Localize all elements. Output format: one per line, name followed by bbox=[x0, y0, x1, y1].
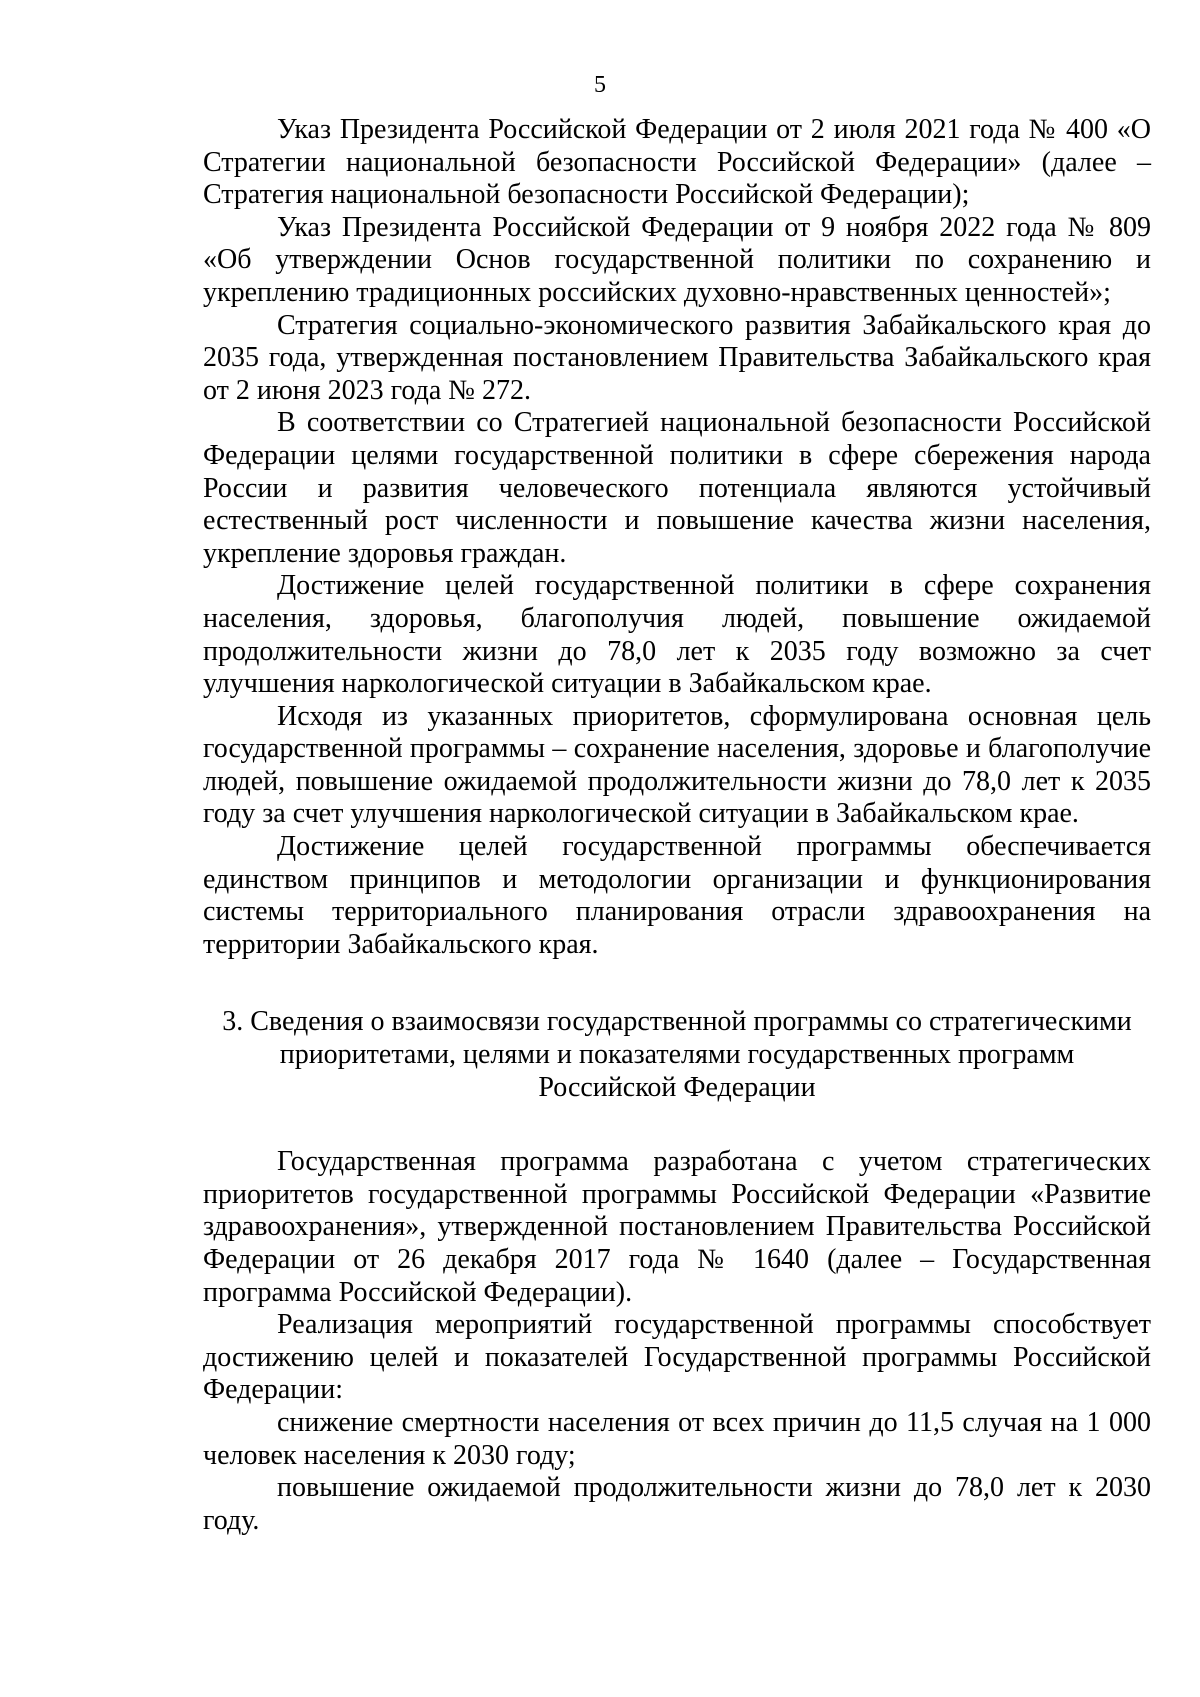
section-heading-line-2: приоритетами, целями и показателями государственных программ bbox=[279, 1039, 1075, 1071]
paragraph-national-security-goals: В соответствии со Стратегией национальной безопасности Российской Федерации целями государственной политики в сфере сбережения народа России и развития человеческого потенциала являются устойчивый естественный рост численности и повышение качества жизни населения, укрепление здоровья граждан. bbox=[203, 407, 1151, 569]
paragraph-regional-strategy: Стратегия социально-экономического развития Забайкальского края до 2035 года, утвержденная постановлением Правительства Забайкальского края от 2 июня 2023 года № 272. bbox=[203, 309, 1151, 406]
paragraph-mortality-target: снижение смертности населения от всех причин до 11,5 случая на 1 000 человек населения к 2030 году; bbox=[203, 1406, 1151, 1471]
page-number: 5 bbox=[594, 72, 606, 98]
paragraph-decree-400: Указ Президента Российской Федерации от 2 июля 2021 года № 400 «О Стратегии национальной безопасности Российской Федерации» (далее – Стратегия национальной безопасности Российской Федерации); bbox=[203, 114, 1151, 211]
paragraph-program-goal: Исходя из указанных приоритетов, сформулирована основная цель государственной программы – сохранение населения, здоровье и благополучие людей, повышение ожидаемой продолжительности жизни до 78,0 лет к 2035 году за счет улучшения наркологической ситуации в Забайкальском крае. bbox=[203, 700, 1151, 830]
paragraph-policy-achievement: Достижение целей государственной политики в сфере сохранения населения, здоровья, благополучия людей, повышение ожидаемой продолжительности жизни до 78,0 лет к 2035 году возможно за счет улучшения наркологической ситуации в Забайкальском крае. bbox=[203, 570, 1151, 700]
section-heading bbox=[203, 1006, 1151, 1104]
paragraph-federal-program: Государственная программа разработана с учетом стратегических приоритетов государственной программы Российской Федерации «Развитие здравоохранения», утвержденной постановлением Правительства Российской Федерации от 26 декабря 2017 года № 1640 (далее – Государственная программа Российской Федерации). bbox=[203, 1146, 1151, 1308]
document-body bbox=[203, 114, 1151, 1537]
paragraph-program-principles: Достижение целей государственной программы обеспечивается единством принципов и методологии организации и функционирования системы территориального планирования отрасли здравоохранения на территории Забайкальского края. bbox=[203, 831, 1151, 960]
section-heading-line-3: Российской Федерации bbox=[538, 1071, 816, 1103]
paragraph-life-expectancy-target: повышение ожидаемой продолжительности жизни до 78,0 лет к 2030 году. bbox=[203, 1472, 1151, 1536]
paragraph-decree-809: Указ Президента Российской Федерации от 9 ноября 2022 года № 809 «Об утверждении Основ государственной политики по сохранению и укреплению традиционных российских духовно-нравственных ценностей»; bbox=[203, 211, 1151, 308]
section-heading-line-1: 3. Сведения о взаимосвязи государственной программы со стратегическими bbox=[222, 1006, 1132, 1038]
paragraph-implementation: Реализация мероприятий государственной программы способствует достижению целей и показателей Государственной программы Российской Федерации: bbox=[203, 1309, 1151, 1406]
